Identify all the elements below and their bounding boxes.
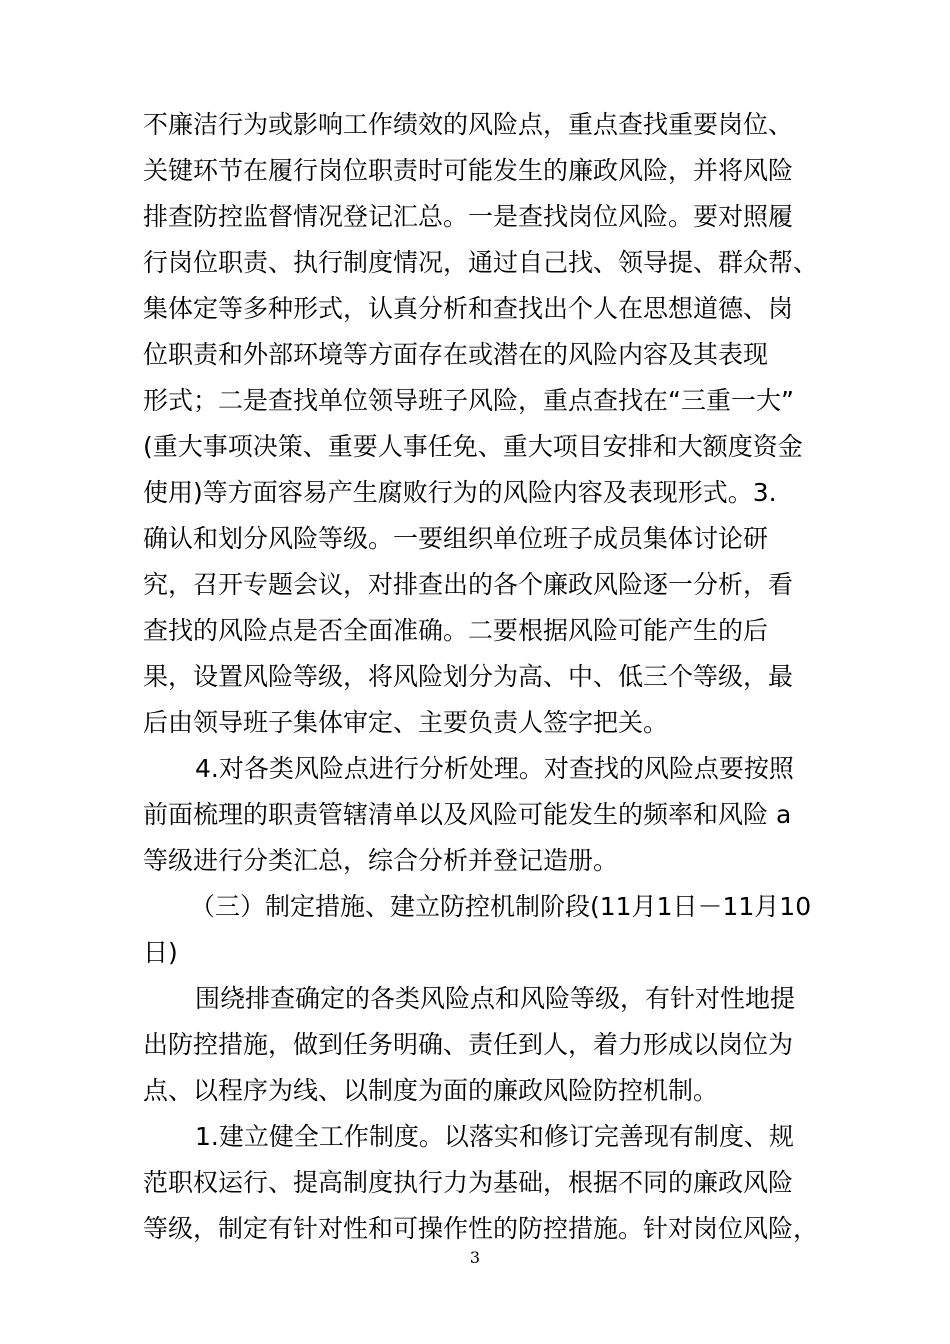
body-text-line: 排查防控监督情况登记汇总。一是查找岗位风险。要对照履 — [143, 202, 794, 231]
body-text-line: 究，召开专题会议，对排查出的各个廉政风险逐一分析，看 — [143, 570, 794, 599]
body-text-line: 形式；二是查找单位领导班子风险，重点查找在“三重一大” — [143, 386, 794, 415]
body-text-line: 点、以程序为线、以制度为面的廉政风险防控机制。 — [143, 1076, 719, 1105]
body-text-line: (重大事项决策、重要人事任免、重大项目安排和大额度资金 — [143, 432, 803, 461]
body-text-line: 集体定等多种形式，认真分析和查找出个人在思想道德、岗 — [143, 294, 794, 323]
body-text-line: 确认和划分风险等级。一要组织单位班子成员集体讨论研 — [143, 524, 769, 553]
paragraph-first-line: 1.建立健全工作制度。以落实和修订完善现有制度、规 — [195, 1122, 794, 1151]
page-number: 3 — [469, 1248, 481, 1267]
body-text-line: 等级，制定有针对性和可操作性的防控措施。针对岗位风险， — [143, 1214, 819, 1243]
body-text-line: 行岗位职责、执行制度情况，通过自己找、领导提、群众帮、 — [143, 248, 819, 277]
body-text-line: 关键环节在履行岗位职责时可能发生的廉政风险，并将风险 — [143, 156, 794, 185]
body-text-line: 范职权运行、提高制度执行力为基础，根据不同的廉政风险 — [143, 1168, 794, 1197]
paragraph-first-line: 围绕排查确定的各类风险点和风险等级，有针对性地提 — [195, 984, 796, 1013]
body-text-line: 查找的风险点是否全面准确。二要根据风险可能产生的后 — [143, 616, 769, 645]
body-text-line: 后由领导班子集体审定、主要负责人签字把关。 — [143, 708, 669, 737]
body-text-line: 等级进行分类汇总，综合分析并登记造册。 — [143, 846, 619, 875]
body-text-line: 不廉洁行为或影响工作绩效的风险点，重点查找重要岗位、 — [143, 110, 794, 139]
paragraph-first-line: 4.对各类风险点进行分析处理。对查找的风险点要按照 — [195, 754, 794, 783]
body-text-line: 果，设置风险等级，将风险划分为高、中、低三个等级，最 — [143, 662, 794, 691]
body-text-line: 出防控措施，做到任务明确、责任到人，着力形成以岗位为 — [143, 1030, 794, 1059]
body-text-line: 前面梳理的职责管辖清单以及风险可能发生的频率和风险 a — [143, 800, 792, 829]
body-text-line: 位职责和外部环境等方面存在或潜在的风险内容及其表现 — [143, 340, 769, 369]
section-heading-line: （三）制定措施、建立防控机制阶段(11月1日－11月10 — [190, 892, 812, 921]
section-heading-line: 日) — [143, 938, 178, 967]
body-text-line: 使用)等方面容易产生腐败行为的风险内容及表现形式。3. — [143, 478, 777, 507]
